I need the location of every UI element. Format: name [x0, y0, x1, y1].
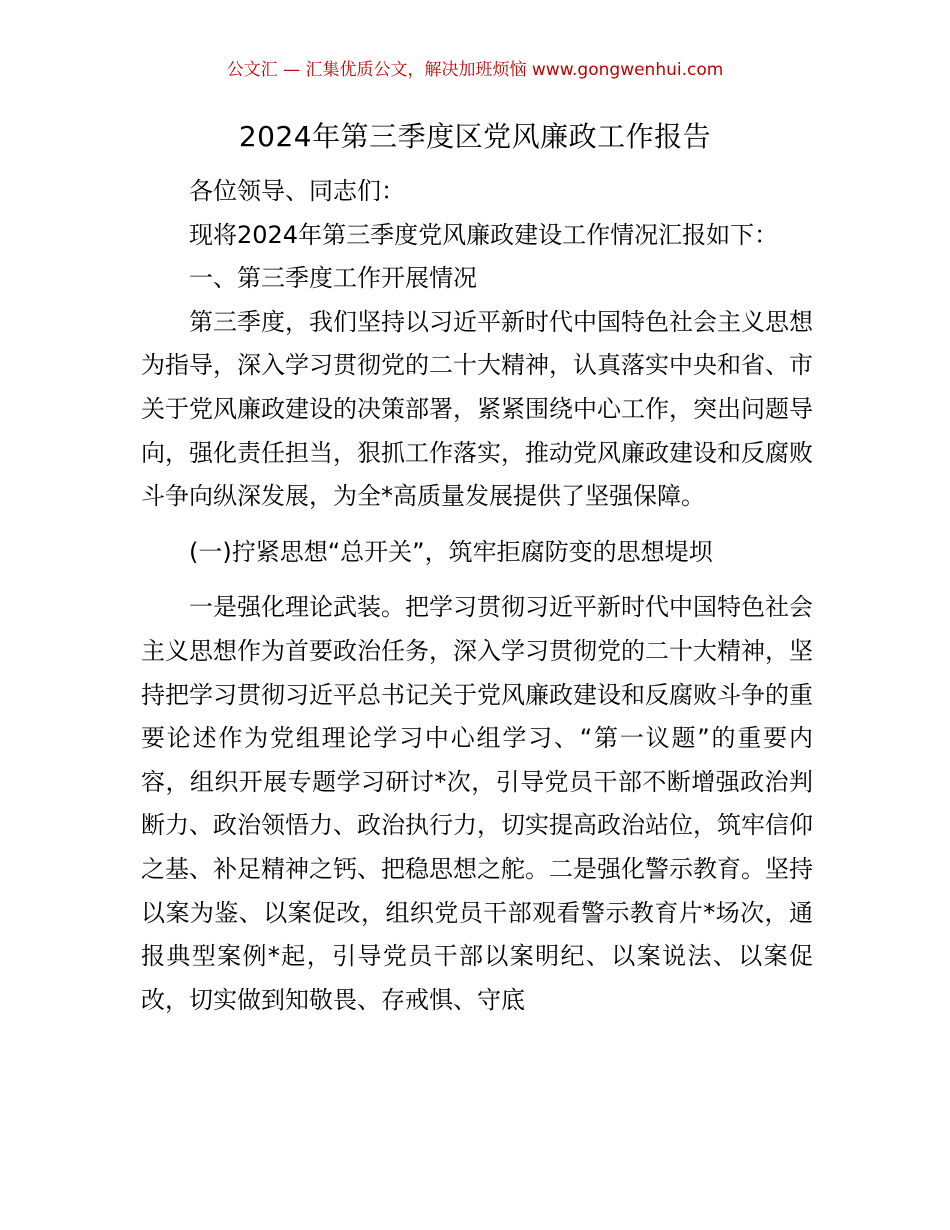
- intro-paragraph: 现将2024年第三季度党风廉政建设工作情况汇报如下：: [189, 220, 779, 249]
- document-title: 2024年第三季度区党风廉政工作报告: [238, 120, 712, 153]
- subsection-heading-1: (一)拧紧思想“总开关”，筑牢拒腐防变的思想堤坝: [189, 537, 713, 566]
- salutation-paragraph: 各位领导、同志们：: [189, 177, 405, 205]
- section-heading-1: 一、第三季度工作开展情况: [189, 264, 477, 293]
- body-paragraph-overview: 第三季度，我们坚持以习近平新时代中国特色社会主义思想为指导，深入学习贯彻党的二十大精神，认真落实中央和省、市关于党风廉政建设的决策部署，紧紧围绕中心工作，突出问题导向，强化责任担当，狠抓工作落实，推动党风廉政建设和反腐败斗争向纵深发展，为全*高质量发展提供了坚强保障。: [141, 307, 813, 511]
- website-watermark-header: 公文汇 — 汇集优质公文，解决加班烦恼 www.gongwenhui.com: [226, 60, 724, 80]
- body-paragraph-theory: 一是强化理论武装。把学习贯彻习近平新时代中国特色社会主义思想作为首要政治任务，深入学习贯彻党的二十大精神，坚持把学习贯彻习近平总书记关于党风廉政建设和反腐败斗争的重要论述作为党组理论学习中心组学习、“第一议题”的重要内容，组织开展专题学习研讨*次，引导党员干部不断增强政治判断力、政治领悟力、政治执行力，切实提高政治站位，筑牢信仰之基、补足精神之钙、把稳思想之舵。二是强化警示教育。坚持以案为鉴、以案促改，组织党员干部观看警示教育片*场次，通报典型案例*起，引导党员干部以案明纪、以案说法、以案促改，切实做到知敬畏、存戒惧、守底: [141, 593, 813, 1014]
- document-body: [141, 170, 813, 1022]
